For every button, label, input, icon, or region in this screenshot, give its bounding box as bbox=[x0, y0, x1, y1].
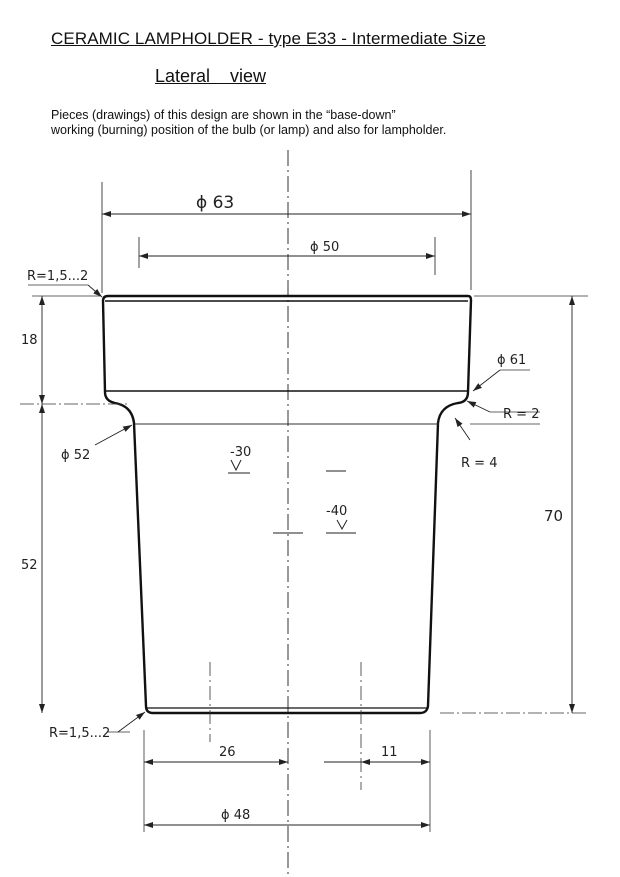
tolerance-minus-40 bbox=[326, 504, 356, 533]
label-dia-61: ϕ 61 bbox=[497, 353, 527, 368]
label-tol-minus-30: -30 bbox=[230, 445, 252, 460]
label-radius-4: R = 4 bbox=[461, 456, 498, 471]
label-radius-top: R=1,5...2 bbox=[27, 269, 89, 284]
label-dia-52: ϕ 52 bbox=[61, 448, 91, 463]
dim-dia-61 bbox=[473, 353, 530, 391]
note-line-1: Pieces (drawings) of this design are shown in the “base-down” bbox=[51, 108, 396, 122]
label-dia-48: ϕ 48 bbox=[221, 808, 251, 823]
dim-radius-2 bbox=[467, 401, 540, 424]
label-tol-minus-40: -40 bbox=[326, 504, 348, 519]
dim-dia-48 bbox=[144, 808, 430, 825]
dim-height-52 bbox=[21, 404, 42, 713]
view-subtitle: Lateral view bbox=[155, 66, 267, 86]
label-radius-bottom: R=1,5...2 bbox=[49, 726, 111, 741]
label-height-18: 18 bbox=[21, 333, 38, 348]
label-dia-50: ϕ 50 bbox=[310, 240, 340, 255]
dim-dia-63 bbox=[102, 170, 471, 293]
dim-radius-bottom bbox=[49, 712, 145, 741]
label-height-52: 52 bbox=[21, 558, 38, 573]
lampholder-outline bbox=[103, 296, 471, 713]
dim-dia-52 bbox=[61, 425, 132, 463]
dim-width-26-11 bbox=[144, 662, 430, 832]
dim-radius-4 bbox=[455, 418, 497, 471]
dim-height-18 bbox=[20, 296, 130, 404]
label-width-11: 11 bbox=[381, 745, 398, 760]
dim-dia-50 bbox=[139, 237, 435, 275]
tolerance-minus-30 bbox=[228, 445, 251, 473]
drawing-title: CERAMIC LAMPHOLDER - type E33 - Intermediate Size bbox=[51, 29, 486, 48]
label-height-70: 70 bbox=[544, 507, 564, 525]
label-radius-2: R = 2 bbox=[503, 407, 540, 422]
note-line-2: working (burning) position of the bulb (or lamp) and also for lampholder. bbox=[51, 123, 447, 137]
label-width-26: 26 bbox=[219, 745, 236, 760]
dim-radius-top bbox=[27, 269, 102, 297]
label-dia-63: ϕ 63 bbox=[196, 193, 235, 213]
